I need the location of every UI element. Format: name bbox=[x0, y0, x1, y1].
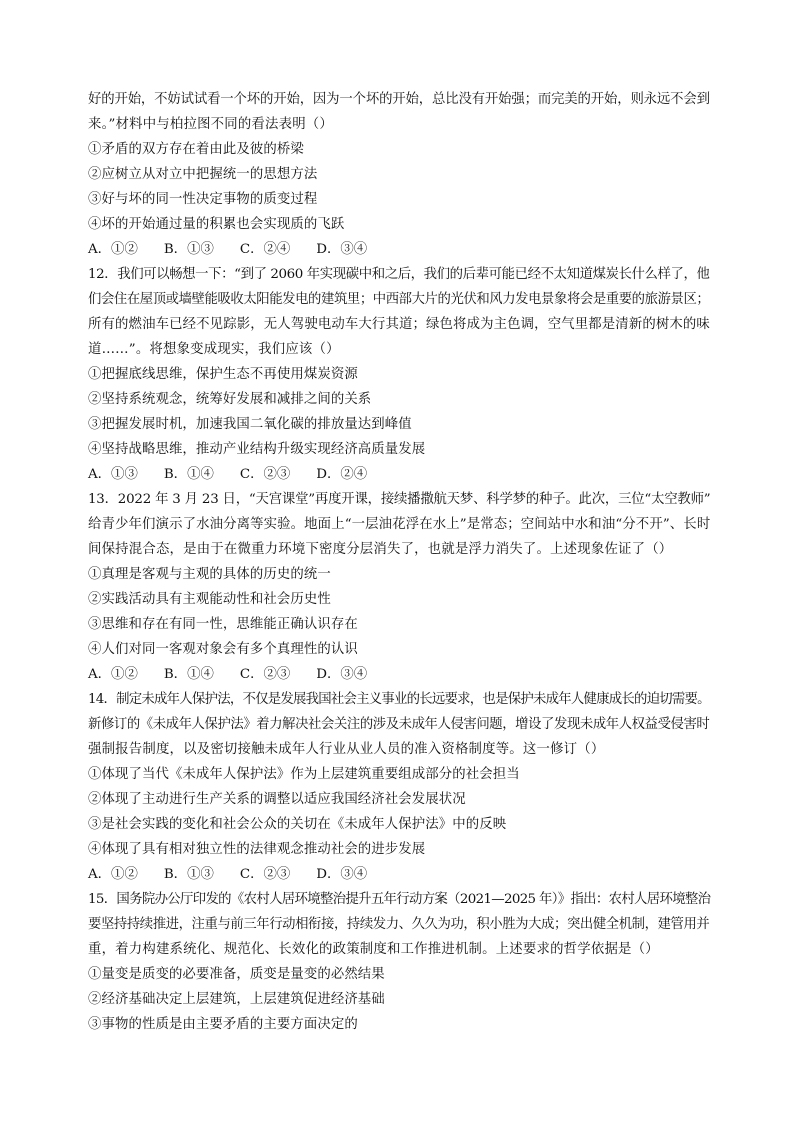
q14-option-2: ②体现了主动进行生产关系的调整以适应我国经济社会发展状况 bbox=[88, 792, 466, 807]
q12-option-1: ①把握底线思维，保护生态不再使用煤炭资源 bbox=[88, 367, 358, 382]
q11-stem-line: 来。”材料中与柏拉图不同的看法表明（） bbox=[88, 117, 333, 132]
q14-option-3: ③是社会实践的变化和社会公众的关切在《未成年人保护法》中的反映 bbox=[88, 817, 507, 832]
q14-answer-a: A．①② bbox=[88, 867, 138, 882]
q13-answer-d: D．③④ bbox=[316, 667, 368, 682]
q11-option-2: ②应树立从对立中把握统一的思想方法 bbox=[88, 167, 318, 182]
q15-option-2: ②经济基础决定上层建筑，上层建筑促进经济基础 bbox=[88, 992, 385, 1007]
q14-option-4: ④体现了具有相对独立性的法律观念推动社会的进步发展 bbox=[88, 842, 426, 857]
q15-option-3: ③事物的性质是由主要矛盾的主要方面决定的 bbox=[88, 1017, 358, 1032]
q15-stem-line: 15．国务院办公厅印发的《农村人居环境整治提升五年行动方案（2021—2025 年）》指出：农村人居环境整治 bbox=[88, 892, 711, 907]
q13-stem-line: 13．2022 年 3 月 23 日，“天宫课堂”再度开课，接续播撒航天梦、科学梦的种子。此次，三位“太空教师” bbox=[88, 492, 711, 507]
q12-option-2: ②坚持系统观念，统筹好发展和减排之间的关系 bbox=[88, 392, 372, 407]
q15-option-1: ①量变是质变的必要准备，质变是量变的必然结果 bbox=[88, 967, 385, 982]
q12-stem-line: 12．我们可以畅想一下：“到了 2060 年实现碳中和之后，我们的后辈可能已经不太知道煤炭长什么样了，他 bbox=[88, 267, 710, 282]
q14-answer-c: C．②③ bbox=[239, 867, 291, 882]
q13-option-4: ④人们对同一客观对象会有多个真理性的认识 bbox=[88, 642, 358, 657]
q12-answer-row bbox=[88, 465, 367, 485]
q11-answer-row bbox=[88, 240, 367, 260]
q11-answer-d: D．③④ bbox=[316, 242, 368, 257]
q14-answer-d: D．③④ bbox=[316, 867, 368, 882]
q13-stem-line: 间保持混合态，是由于在微重力环境下密度分层消失了，也就是浮力消失了。上述现象佐证了（） bbox=[88, 542, 673, 557]
q12-answer-a: A．①③ bbox=[88, 467, 138, 482]
q14-stem-line: 14．制定未成年人保护法，不仅是发展我国社会主义事业的长远要求，也是保护未成年人健康成长的迫切需要。 bbox=[88, 692, 710, 707]
q14-stem-line: 强制报告制度，以及密切接触未成年人行业从业人员的准入资格制度等。这一修订（） bbox=[88, 742, 605, 757]
q14-answer-row bbox=[88, 865, 367, 885]
q12-answer-c: C．②③ bbox=[239, 467, 291, 482]
q13-option-1: ①真理是客观与主观的具体的历史的统一 bbox=[88, 567, 331, 582]
q12-option-4: ④坚持战略思维，推动产业结构升级实现经济高质量发展 bbox=[88, 442, 426, 457]
q12-answer-d: D．②④ bbox=[316, 467, 368, 482]
q14-stem-line: 新修订的《未成年人保护法》着力解决社会关注的涉及未成年人侵害问题，增设了发现未成年人权益受侵害时 bbox=[88, 717, 710, 732]
q15-stem-line: 重，着力构建系统化、规范化、长效化的政策制度和工作推进机制。上述要求的哲学依据是（） bbox=[88, 942, 659, 957]
q12-stem-line: 所有的燃油车已经不见踪影，无人驾驶电动车大行其道；绿色将成为主色调，空气里都是清新的树木的味 bbox=[88, 317, 710, 332]
q11-option-1: ①矛盾的双方存在着由此及彼的桥梁 bbox=[88, 142, 304, 157]
q11-stem-line: 好的开始，不妨试试看一个坏的开始，因为一个坏的开始，总比没有开始强；而完美的开始，则永远不会到 bbox=[88, 92, 710, 107]
q13-answer-row bbox=[88, 665, 367, 685]
q11-answer-b: B．①③ bbox=[163, 242, 214, 257]
q14-answer-b: B．①③ bbox=[163, 867, 214, 882]
q13-option-3: ③思维和存在有同一性，思维能正确认识存在 bbox=[88, 617, 358, 632]
q11-option-3: ③好与坏的同一性决定事物的质变过程 bbox=[88, 192, 318, 207]
q15-stem-line: 要坚持持续推进，注重与前三年行动相衔接，持续发力、久久为功，积小胜为大成；突出健全机制，建管用并 bbox=[88, 917, 710, 932]
q13-stem-line: 给青少年们演示了水油分离等实验。地面上“一层油花浮在水上”是常态；空间站中水和油“分不开”、长时 bbox=[88, 517, 711, 532]
q13-answer-b: B．①④ bbox=[163, 667, 214, 682]
q13-answer-a: A．①② bbox=[88, 667, 138, 682]
q12-stem-line: 们会住在屋顶或墙壁能吸收太阳能发电的建筑里；中西部大片的光伏和风力发电景象将会是重要的旅游景区； bbox=[88, 292, 710, 307]
q11-answer-c: C．②④ bbox=[239, 242, 291, 257]
q13-option-2: ②实践活动具有主观能动性和社会历史性 bbox=[88, 592, 331, 607]
q11-option-4: ④坏的开始通过量的积累也会实现质的飞跃 bbox=[88, 217, 345, 232]
q14-option-1: ①体现了当代《未成年人保护法》作为上层建筑重要组成部分的社会担当 bbox=[88, 767, 520, 782]
q12-answer-b: B．①④ bbox=[163, 467, 214, 482]
q12-stem-line: 道……”。将想象变成现实，我们应该（） bbox=[88, 342, 340, 357]
q12-option-3: ③把握发展时机，加速我国二氧化碳的排放量达到峰值 bbox=[88, 417, 412, 432]
q13-answer-c: C．②③ bbox=[239, 667, 291, 682]
q11-answer-a: A．①② bbox=[88, 242, 138, 257]
